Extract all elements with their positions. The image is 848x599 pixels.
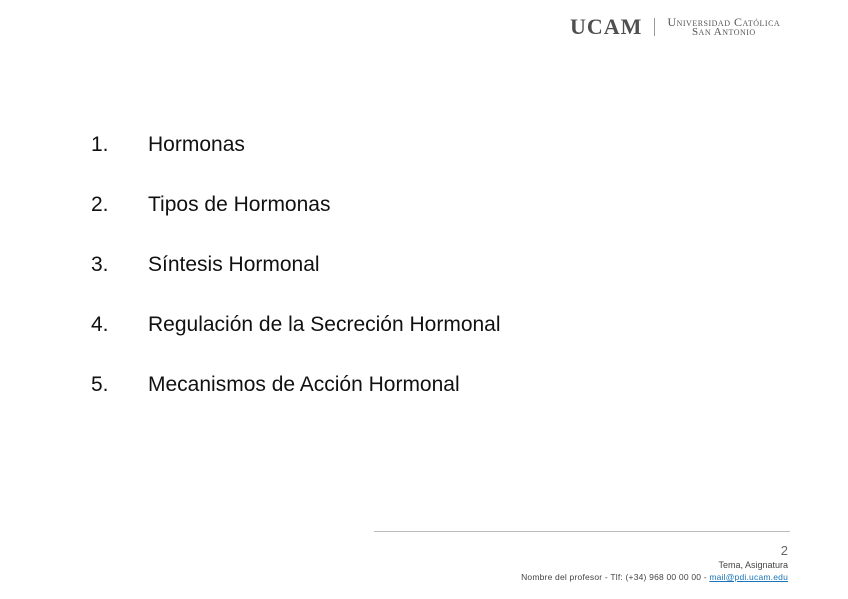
logo-university-name — [667, 17, 780, 37]
agenda-item — [91, 373, 501, 433]
agenda-item — [91, 253, 501, 313]
agenda-label: Síntesis Hormonal — [148, 253, 320, 276]
course-label: Tema, Asignatura — [718, 560, 788, 570]
ucam-logo — [570, 14, 780, 40]
agenda-item — [91, 313, 501, 373]
page-number: 2 — [780, 543, 788, 558]
agenda-label: Tipos de Hormonas — [148, 193, 331, 216]
logo-separator — [654, 18, 655, 36]
contact-line — [521, 572, 788, 582]
email-link[interactable]: mail@pdi.ucam.edu — [709, 572, 788, 582]
agenda-item — [91, 193, 501, 253]
agenda-number: 1. — [91, 133, 109, 156]
footer-divider — [374, 531, 790, 532]
agenda-label: Hormonas — [148, 133, 245, 156]
agenda-list — [91, 133, 501, 433]
agenda-number: 4. — [91, 313, 109, 336]
agenda-number: 5. — [91, 373, 109, 396]
agenda-number: 3. — [91, 253, 109, 276]
logo-mark: UCAM — [570, 14, 643, 39]
logo-line-1: Universidad Católica — [667, 15, 781, 29]
contact-info: Nombre del profesor - Tlf: (+34) 968 00 00 00 - — [521, 572, 710, 582]
agenda-number: 2. — [91, 193, 109, 216]
logo-line-2: San Antonio — [691, 26, 756, 38]
agenda-item — [91, 133, 501, 193]
agenda-label: Mecanismos de Acción Hormonal — [148, 373, 460, 396]
agenda-label: Regulación de la Secreción Hormonal — [148, 313, 501, 336]
